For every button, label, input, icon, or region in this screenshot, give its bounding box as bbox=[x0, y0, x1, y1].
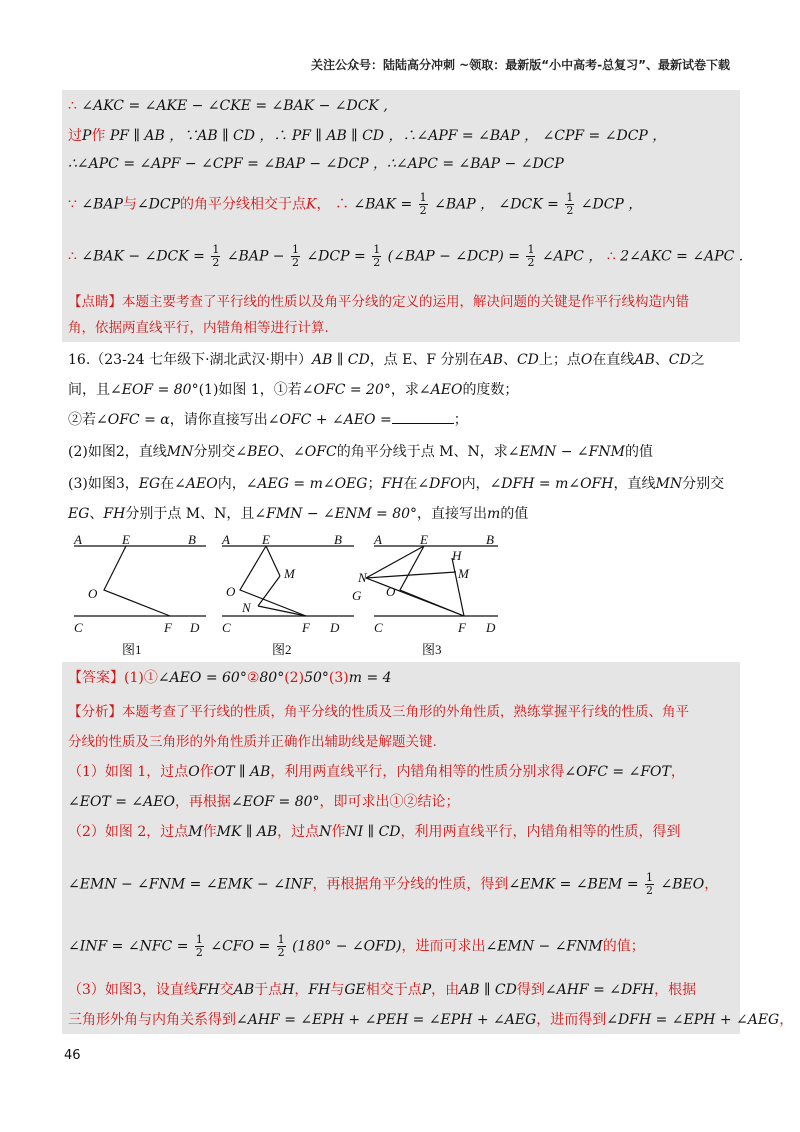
math-expression: ∠AEO bbox=[174, 476, 218, 492]
figure-3 bbox=[348, 530, 508, 658]
math-expression: AB bbox=[233, 982, 255, 998]
text: ，利用两直线平行，内错角相等的性质分别求得 bbox=[270, 764, 565, 780]
math-expression: EG bbox=[138, 476, 161, 492]
math-expression: O bbox=[188, 764, 200, 780]
figure-2 bbox=[214, 530, 364, 658]
text: (1)如图 1，①若 bbox=[198, 382, 302, 398]
text: （1）如图 1，过点 bbox=[68, 764, 189, 780]
text: ，利用两直线平行，内错角相等的性质，得到 bbox=[400, 824, 681, 840]
analysis-line-1: 【分析】本题考查了平行线的性质，角平分线的性质及三角形的外角性质，熟练掌握平行线的性质、角平 bbox=[68, 704, 689, 720]
therefore-symbol: ∴ bbox=[68, 248, 77, 265]
text: 、 bbox=[502, 352, 517, 368]
math-expression: CD bbox=[668, 352, 691, 368]
text: 的值 bbox=[500, 506, 529, 522]
math-expression: K bbox=[306, 196, 317, 213]
fraction: $\frac{1}{2}$ bbox=[292, 243, 299, 269]
math-expression: EG bbox=[68, 506, 90, 522]
math-expression: NI ∥ CD bbox=[345, 824, 401, 840]
label-f: F bbox=[458, 620, 466, 635]
analysis-part-1-line-1 bbox=[68, 762, 685, 782]
math-expression: M bbox=[188, 824, 203, 840]
label-b: B bbox=[188, 532, 196, 547]
math-expression: ∠AEG = m∠OEG bbox=[245, 476, 368, 492]
label-d: D bbox=[330, 620, 340, 635]
label-o: O bbox=[88, 586, 98, 601]
math-expression: ∠BAK − ∠DCK = bbox=[81, 248, 205, 265]
math-expression: ∠BAK = bbox=[353, 196, 413, 213]
math-expression: ∠EOT = ∠AEO bbox=[68, 794, 175, 810]
math-expression: PF ∥ AB ，∵AB ∥ CD ，∴ PF ∥ AB ∥ CD ，∴∠APF = ∠BAP ， ∠CPF = ∠DCP ， bbox=[109, 128, 667, 144]
label-c: C bbox=[74, 620, 83, 635]
therefore-symbol: ∴ bbox=[68, 98, 77, 114]
analysis-part-2-line-3 bbox=[68, 934, 645, 959]
text: 间，且 bbox=[68, 382, 110, 398]
math-expression: ∠AHF = ∠EPH + ∠PEH = ∠EPH + ∠AEG bbox=[236, 1012, 537, 1028]
math-expression: m = 4 bbox=[348, 670, 392, 686]
math-expression: AB ∥ CD bbox=[459, 982, 517, 998]
text: 分别交 bbox=[193, 444, 236, 460]
math-expression: P bbox=[82, 128, 92, 144]
text: ② bbox=[246, 670, 260, 686]
text: ，直接写出 bbox=[417, 506, 488, 522]
text: ，直线 bbox=[613, 476, 656, 492]
label-e: E bbox=[420, 532, 428, 547]
math-expression: O bbox=[580, 352, 593, 368]
answer-blank[interactable] bbox=[392, 411, 454, 424]
problem-source: 16.（23-24 七年级下·湖北武汉·期中） bbox=[68, 352, 312, 368]
math-expression: FH bbox=[103, 506, 126, 522]
math-expression: ∠OFC = α bbox=[96, 412, 170, 428]
label-a: A bbox=[222, 532, 230, 547]
text: 内， bbox=[461, 476, 490, 492]
math-expression: ∠DCP = bbox=[306, 248, 366, 265]
math-expression: FH bbox=[381, 476, 404, 492]
math-expression: ∠OFC = ∠FOT bbox=[564, 764, 671, 780]
text: ，请你直接写出 bbox=[169, 412, 268, 428]
label-b: B bbox=[486, 532, 494, 547]
fraction: $\frac{1}{2}$ bbox=[212, 243, 220, 269]
text: 作 bbox=[202, 824, 217, 840]
text: ； bbox=[367, 476, 382, 492]
text: 与 bbox=[122, 196, 137, 213]
text: 得到 bbox=[516, 982, 545, 998]
text: 作 bbox=[199, 764, 214, 780]
math-expression: FH bbox=[308, 982, 331, 998]
solution-line-2 bbox=[68, 126, 666, 146]
text: 作 bbox=[331, 824, 346, 840]
math-expression: GE bbox=[344, 982, 366, 998]
text: (2)如图2，直线 bbox=[68, 444, 167, 460]
analysis-part-3-line-1 bbox=[68, 980, 696, 1000]
solution-line-4 bbox=[68, 192, 642, 217]
figure-1 bbox=[66, 530, 216, 658]
math-expression: ∠EMN − ∠FNM bbox=[485, 938, 603, 955]
text: 分别于点 M、N，且 bbox=[125, 506, 255, 522]
math-expression: ∠BAP bbox=[81, 196, 123, 213]
figure-1-caption: 图1 bbox=[122, 642, 142, 657]
math-expression: ∠OFC = 20° bbox=[301, 382, 391, 398]
text: 的值 bbox=[624, 444, 653, 460]
text: 相交于点 bbox=[365, 982, 422, 998]
label-a: A bbox=[374, 532, 382, 547]
fraction: $\frac{1}{2}$ bbox=[566, 191, 574, 217]
label-c: C bbox=[374, 620, 383, 635]
therefore-symbol: ∴ bbox=[334, 196, 349, 213]
text: ，求 bbox=[390, 382, 419, 398]
text: ，根据 bbox=[654, 982, 697, 998]
text: ； bbox=[453, 412, 468, 428]
math-expression: OFC bbox=[304, 444, 337, 460]
math-expression: ∠APC ， bbox=[541, 248, 603, 265]
text: 、 bbox=[89, 506, 104, 522]
math-expression: (180° − ∠OFD) bbox=[292, 938, 402, 955]
math-expression: m bbox=[487, 506, 501, 522]
text: 、 bbox=[654, 352, 669, 368]
label-m: M bbox=[284, 566, 295, 581]
fraction: $\frac{1}{2}$ bbox=[419, 191, 427, 217]
text: (3)如图3， bbox=[68, 476, 139, 492]
analysis-part-2-line-2 bbox=[68, 872, 718, 897]
text: 过 bbox=[68, 128, 82, 144]
text: (2) bbox=[284, 670, 305, 686]
analysis-part-3-line-2 bbox=[68, 1010, 793, 1030]
text: 、∠ bbox=[279, 444, 305, 460]
text: 的度数； bbox=[462, 382, 519, 398]
text: 于点 bbox=[254, 982, 283, 998]
bisector-fn bbox=[258, 606, 306, 616]
text: ， bbox=[670, 764, 685, 780]
text: ， bbox=[779, 1012, 794, 1028]
text: （2）如图 2，过点 bbox=[68, 824, 189, 840]
problem-line-2 bbox=[68, 380, 518, 400]
math-expression: ∠EMN − ∠FNM = ∠EMK − ∠INF bbox=[68, 876, 313, 893]
line-nf bbox=[366, 578, 464, 616]
math-expression: (∠BAP − ∠DCP) = bbox=[387, 248, 521, 265]
math-expression: ∠DFH = m∠OFH bbox=[489, 476, 614, 492]
text: ，进而得到 bbox=[536, 1012, 607, 1028]
text: 之 bbox=[690, 352, 705, 368]
math-expression: ∠EMK = ∠BEM = bbox=[508, 876, 639, 893]
text: ，点 E、F 分别在 bbox=[369, 352, 483, 368]
segment-eof bbox=[104, 546, 170, 616]
solution-line-3 bbox=[68, 154, 564, 174]
math-expression: MN bbox=[655, 476, 683, 492]
fraction: $\frac{1}{2}$ bbox=[277, 933, 285, 959]
label-b: B bbox=[334, 532, 342, 547]
problem-line-6 bbox=[68, 504, 528, 524]
label-n: N bbox=[358, 570, 367, 585]
figure-2-caption: 图2 bbox=[272, 642, 292, 657]
math-expression: 50° bbox=[304, 670, 329, 686]
figure-3-caption: 图3 bbox=[422, 642, 442, 657]
line-mn bbox=[366, 572, 456, 578]
math-expression: ∠BAP ， bbox=[434, 196, 495, 213]
text: 在直线 bbox=[592, 352, 635, 368]
label-o: O bbox=[386, 584, 396, 599]
text: ， bbox=[294, 982, 309, 998]
text: ，过点 bbox=[277, 824, 320, 840]
math-expression: ∠BAP − bbox=[226, 248, 285, 265]
fraction: $\frac{1}{2}$ bbox=[373, 243, 381, 269]
math-expression: AB bbox=[634, 352, 655, 368]
problem-line-1 bbox=[68, 350, 705, 370]
math-expression: ∠BEO bbox=[660, 876, 705, 893]
math-expression: ∠INF = ∠NFC = bbox=[68, 938, 189, 955]
text: ，再根据 bbox=[174, 794, 231, 810]
problem-line-3 bbox=[68, 410, 468, 430]
math-expression: ∠DFO bbox=[417, 476, 462, 492]
label-g: G bbox=[352, 588, 362, 603]
math-expression: AB bbox=[482, 352, 503, 368]
math-expression: ∠AEO bbox=[418, 382, 463, 398]
problem-line-4 bbox=[68, 442, 653, 462]
label-d: D bbox=[486, 620, 496, 635]
math-expression: FH bbox=[197, 982, 220, 998]
answer-line bbox=[68, 668, 392, 688]
math-expression: AB ∥ CD bbox=[311, 352, 370, 368]
text: ，即可求出①②结论； bbox=[319, 794, 460, 810]
label-f: F bbox=[302, 620, 310, 635]
because-symbol: ∵ bbox=[68, 196, 77, 213]
math-expression: ∠AEO = 60° bbox=[157, 670, 247, 686]
text: ， bbox=[704, 876, 719, 893]
analysis-part-1-line-2 bbox=[68, 792, 460, 812]
comment-line-1: 【点睛】本题主要考查了平行线的性质以及角平分线的定义的运用，解决问题的关键是作平行线构造内错 bbox=[68, 294, 689, 310]
text: ， bbox=[316, 196, 331, 213]
text: 上；点 bbox=[538, 352, 581, 368]
page-number: 46 bbox=[64, 1048, 81, 1063]
label-d: D bbox=[190, 620, 200, 635]
math-expression: OT ∥ AB bbox=[213, 764, 271, 780]
fraction: $\frac{1}{2}$ bbox=[646, 871, 654, 897]
text: 的角平分线于点 M、N，求 bbox=[336, 444, 508, 460]
math-expression: H bbox=[282, 982, 295, 998]
math-expression: ∠DCP bbox=[136, 196, 181, 213]
solution-line-5 bbox=[68, 244, 743, 269]
math-expression: CD bbox=[516, 352, 539, 368]
math-expression: ∴∠APC = ∠APF − ∠CPF = ∠BAP − ∠DCP ，∴∠APC = ∠BAP − ∠DCP bbox=[68, 156, 564, 172]
math-expression: P bbox=[421, 982, 432, 998]
problem-line-5 bbox=[68, 474, 724, 494]
math-expression: ∠DCK = bbox=[498, 196, 559, 213]
text: 在 bbox=[403, 476, 418, 492]
label-e: E bbox=[262, 532, 270, 547]
analysis-line-2: 分线的性质及三角形的外角性质并正确作出辅助线是解题关键. bbox=[68, 734, 437, 750]
text: 与 bbox=[330, 982, 345, 998]
text: ，由 bbox=[431, 982, 460, 998]
label-e: E bbox=[122, 532, 130, 547]
math-expression: ∠AKC = ∠AKE − ∠CKE = ∠BAK − ∠DCK , bbox=[81, 98, 388, 114]
fraction: $\frac{1}{2}$ bbox=[195, 933, 203, 959]
math-expression: ∠BEO bbox=[235, 444, 280, 460]
text: 分别交 bbox=[682, 476, 725, 492]
text: ②若 bbox=[68, 412, 96, 428]
therefore-symbol: ∴ bbox=[606, 248, 616, 265]
page-header: 关注公众号：陆陆高分冲刺 ~领取：最新版“小中高考-总复习”、最新试卷下载 bbox=[311, 58, 730, 72]
math-expression: ∠EMN − ∠FNM bbox=[507, 444, 625, 460]
bisector-em bbox=[266, 546, 280, 576]
label-h: H bbox=[452, 548, 462, 563]
text: 内， bbox=[217, 476, 246, 492]
math-expression: ∠AHF = ∠DFH bbox=[544, 982, 655, 998]
analysis-part-2-line-1 bbox=[68, 822, 681, 842]
answer-label: 【答案】(1)① bbox=[68, 670, 158, 686]
solution-line-1 bbox=[68, 96, 388, 116]
label-a: A bbox=[74, 532, 82, 547]
comment-line-2: 角，依据两直线平行，内错角相等进行计算. bbox=[68, 320, 329, 336]
math-expression: MK ∥ AB bbox=[216, 824, 278, 840]
math-expression: 80° bbox=[259, 670, 285, 686]
text: 作 bbox=[91, 128, 106, 144]
math-expression: ∠CFO = bbox=[210, 938, 271, 955]
text: 的角平分线相交于点 bbox=[180, 196, 307, 213]
math-expression: 2∠AKC = ∠APC . bbox=[620, 248, 744, 265]
math-expression: ∠EOF = 80° bbox=[230, 794, 320, 810]
math-expression: N bbox=[319, 824, 332, 840]
text: ，再根据角平分线的性质，得到 bbox=[312, 876, 509, 893]
label-n: N bbox=[242, 600, 251, 615]
math-expression: MN bbox=[166, 444, 194, 460]
math-expression: ∠FMN − ∠ENM = 80° bbox=[254, 506, 418, 522]
math-expression: ∠DCP ， bbox=[580, 196, 643, 213]
text: 在 bbox=[160, 476, 175, 492]
math-expression: ∠EOF = 80° bbox=[110, 382, 199, 398]
fraction: $\frac{1}{2}$ bbox=[527, 243, 535, 269]
text: ，进而可求出 bbox=[401, 938, 486, 955]
math-expression: ∠DFH = ∠EPH + ∠AEG bbox=[606, 1012, 780, 1028]
label-o: O bbox=[226, 584, 236, 599]
text: 的值； bbox=[602, 938, 645, 955]
text: (3) bbox=[328, 670, 349, 686]
label-m: M bbox=[458, 566, 469, 581]
label-f: F bbox=[164, 620, 172, 635]
text: 交 bbox=[219, 982, 234, 998]
math-expression: ∠OFC + ∠AEO = bbox=[267, 412, 392, 428]
text: （3）如图3，设直线 bbox=[68, 982, 198, 998]
text: 三角形外角与内角关系得到 bbox=[68, 1012, 236, 1028]
label-c: C bbox=[222, 620, 231, 635]
